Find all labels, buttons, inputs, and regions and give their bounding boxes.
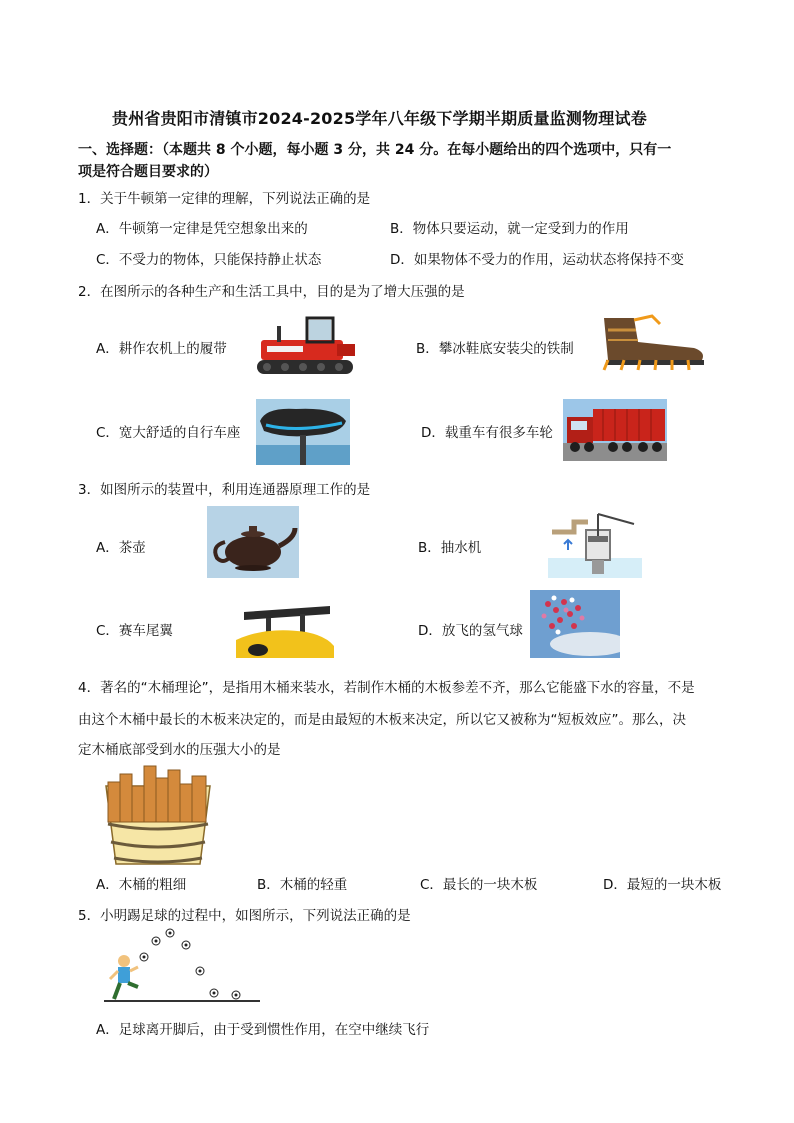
question-1-option-b: B．物体只要运动，就一定受到力的作用 xyxy=(390,221,629,237)
question-2-option-d: D．载重车有很多车轮 xyxy=(421,425,553,441)
page-title: 贵州省贵阳市清镇市2024-2025学年八年级下学期半期质量监测物理试卷 xyxy=(112,109,647,128)
race-car-wing-image xyxy=(236,590,334,658)
question-1-stem: 1．关于牛顿第一定律的理解，下列说法正确的是 xyxy=(78,191,371,207)
question-5-option-a: A．足球离开脚后，由于受到惯性作用，在空中继续飞行 xyxy=(96,1022,430,1038)
water-pump-image xyxy=(548,510,642,578)
wooden-bucket-image xyxy=(104,764,212,868)
question-3-option-c: C．赛车尾翼 xyxy=(96,623,173,639)
question-2-stem: 2．在图所示的各种生产和生活工具中，目的是为了增大压强的是 xyxy=(78,284,465,300)
section-header-line1: 一、选择题：（本题共 8 个小题，每小题 3 分，共 24 分。在每小题给出的四个选项中，只有一 xyxy=(78,142,672,158)
question-2-option-a: A．耕作农机上的履带 xyxy=(96,341,227,357)
question-5-stem: 5．小明踢足球的过程中，如图所示，下列说法正确的是 xyxy=(78,908,411,924)
football-kick-image xyxy=(104,927,260,1007)
section-header-line2: 项是符合题目要求的） xyxy=(78,164,218,180)
tractor-image xyxy=(247,308,365,380)
question-4-option-d: D．最短的一块木板 xyxy=(603,877,722,893)
crampon-boot-image xyxy=(594,312,716,374)
question-4-option-b: B．木桶的轻重 xyxy=(257,877,348,893)
question-2-option-c: C．宽大舒适的自行车座 xyxy=(96,425,241,441)
bicycle-seat-image xyxy=(256,399,350,465)
teapot-image xyxy=(207,506,299,578)
truck-image xyxy=(563,399,667,461)
question-1-option-d: D．如果物体不受力的作用，运动状态将保持不变 xyxy=(390,252,684,268)
question-4-option-c: C．最长的一块木板 xyxy=(420,877,538,893)
question-1-option-c: C．不受力的物体，只能保持静止状态 xyxy=(96,252,322,268)
question-3-option-d: D．放飞的氢气球 xyxy=(418,623,523,639)
question-4-line2: 由这个木桶中最长的木板来决定的，而是由最短的木板来决定，所以它又被称为“短板效应”。那么，决 xyxy=(78,712,686,728)
balloons-image xyxy=(530,590,620,658)
question-3-stem: 3．如图所示的装置中，利用连通器原理工作的是 xyxy=(78,482,371,498)
question-3-option-a: A．茶壶 xyxy=(96,540,146,556)
question-4-line3: 定木桶底部受到水的压强大小的是 xyxy=(78,742,281,758)
question-4-option-a: A．木桶的粗细 xyxy=(96,877,187,893)
question-1-option-a: A．牛顿第一定律是凭空想象出来的 xyxy=(96,221,308,237)
question-3-option-b: B．抽水机 xyxy=(418,540,482,556)
question-4-line1: 4．著名的“木桶理论”，是指用木桶来装水，若制作木桶的木板参差不齐，那么它能盛下水的容量，不是 xyxy=(78,680,695,696)
question-2-option-b: B．攀冰鞋底安装尖的铁制 xyxy=(416,341,574,357)
